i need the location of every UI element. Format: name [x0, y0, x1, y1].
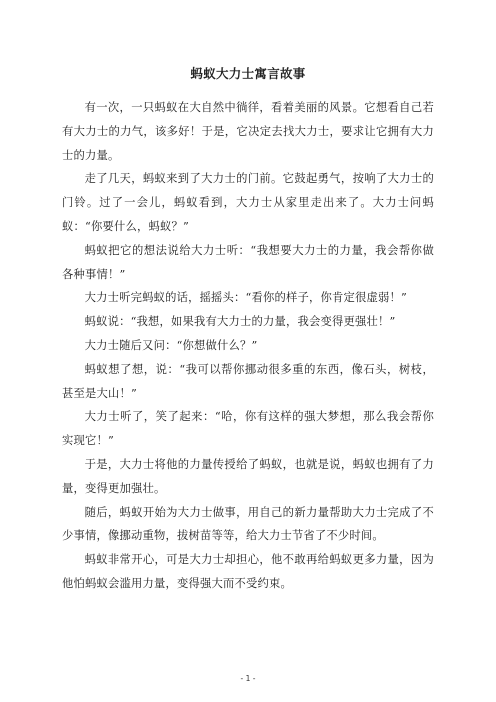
paragraph: 蚂蚁想了想，说：“我可以帮你挪动很多重的东西，像石头，树枝，甚至是大山！” — [62, 362, 434, 400]
paragraph: 大力士听了，笑了起来：“哈，你有这样的强大梦想，那么我会帮你实现它！” — [62, 410, 434, 448]
paragraph: 蚂蚁非常开心，可是大力士却担心，他不敢再给蚂蚁更多力量，因为他怕蚂蚁会滥用力量，变得强大而不受约束。 — [62, 553, 434, 590]
paragraph: 蚂蚁把它的想法说给大力士听：“我想要大力士的力量，我会帮你做各种事情！” — [62, 243, 434, 281]
document-title: 蚂蚁大力士寓言故事 — [190, 66, 306, 81]
paragraph: 大力士随后又问：“你想做什么？” — [84, 338, 258, 352]
paragraph: 有一次，一只蚂蚁在大自然中徜徉，看着美丽的风景。它想看自己若有大力士的力气，该多好！于是，它决定去找大力士，要求让它拥有大力士的力量。 — [62, 101, 434, 162]
paragraph: 蚂蚁说：“我想，如果我有大力士的力量，我会变得更强壮！” — [84, 315, 396, 329]
paragraph: 于是，大力士将他的力量传授给了蚂蚁，也就是说，蚂蚁也拥有了力量，变得更加强壮。 — [62, 457, 434, 495]
paragraph: 随后，蚂蚁开始为大力士做事，用自己的新力量帮助大力士完成了不少事情，像挪动重物，拔树苗等等，给大力士节省了不少时间。 — [62, 505, 434, 543]
paragraph: 走了几天，蚂蚁来到了大力士的门前。它鼓起勇气，按响了大力士的门铃。过了一会儿，蚂蚁看到，大力士从家里走出来了。大力士问蚂蚁：“你要什么，蚂蚁？” — [62, 172, 434, 233]
document-body — [62, 96, 434, 596]
paragraph: 大力士听完蚂蚁的话，摇摇头：“看你的样子，你肯定很虚弱！” — [84, 291, 407, 305]
page-number: - 1 - — [240, 674, 256, 683]
